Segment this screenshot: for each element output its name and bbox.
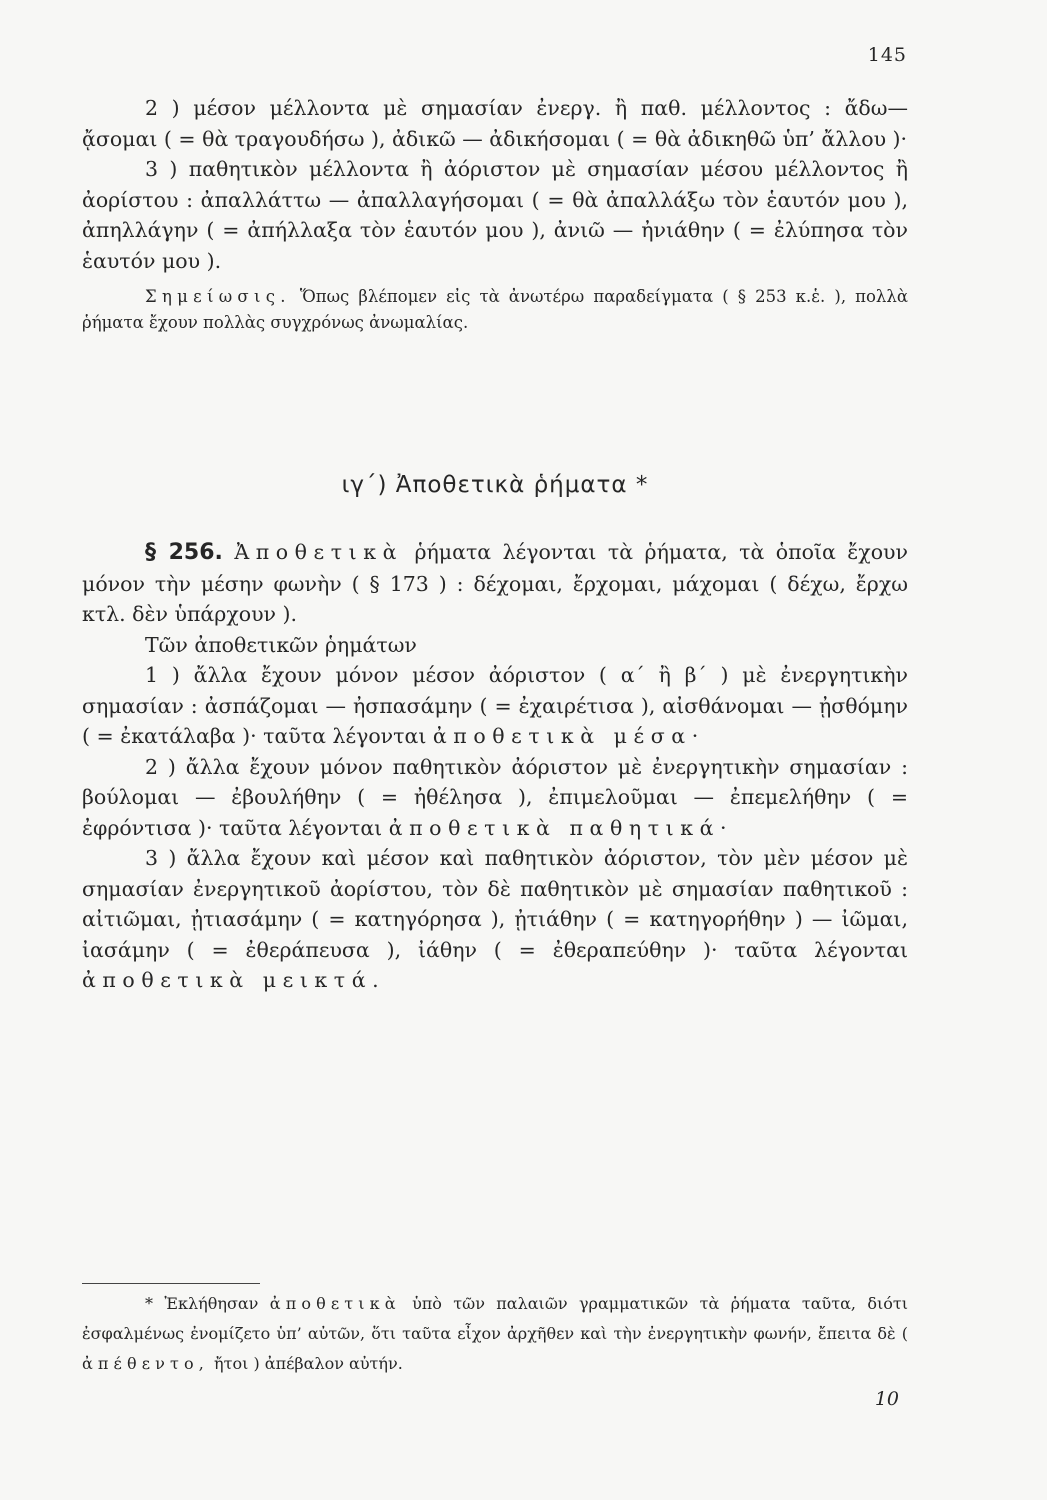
- note-label: Σημείωσις.: [145, 287, 291, 306]
- note-text: Ὅπως βλέπομεν εἰς τὰ ἀνωτέρω παραδείγματα ( § 253 κ.ἑ. ), πολλὰ ῥήματα ἔχουν πολλὰς συγχρόνως ἀνωμαλίας.: [82, 287, 908, 332]
- section-text: ῥήματα λέγονται τὰ ῥήματα, τὰ ὁποῖα ἔχουν μόνον τὴν μέσην φωνὴν ( § 173 ) : δέχομαι, ἔρχομαι, μάχομαι ( δέχω, ἔρχω κτλ. δὲν ὑπάρχουν ).: [82, 540, 908, 626]
- paragraph-future-middle: 2 ) μέσον μέλλοντα μὲ σημασίαν ἐνεργ. ἢ παθ. μέλλοντος : ἄδω— ᾄσομαι ( = θὰ τραγουδήσω ), ἀδικῶ — ἀδικήσομαι ( = θὰ ἀδικηθῶ ὑπ’ ἄλλου )·: [82, 96, 908, 151]
- item-1-term: ἀποθετικὰ μέσα·: [432, 724, 705, 748]
- item-3: [82, 843, 908, 996]
- section-256: [82, 537, 908, 630]
- footnote-end: ἤτοι ) ἀπέβαλον αὐτήν.: [214, 1354, 403, 1373]
- footnote-term-2: ἀπέθεντο,: [82, 1354, 209, 1373]
- item-3-text: 3 ) ἄλλα ἔχουν καὶ μέσον καὶ παθητικὸν ἀόριστον, τὸν μὲν μέσον μὲ σημασίαν ἐνεργητικοῦ ἀορίστου, τὸν δὲ παθητικὸν μὲ σημασίαν παθητικοῦ : αἰτιῶμαι, ᾐτιασάμην ( = κατηγόρησα ), ᾐτιάθην ( = κατηγορήθην ) — ἰῶμαι, ἰασάμην ( = ἐθεράπευσα ), ἰάθην ( = ἐθεραπεύθην )· ταῦτα λέγονται: [82, 846, 908, 962]
- footnote-lead: * Ἐκλήθησαν: [145, 1294, 259, 1313]
- item-1: [82, 660, 908, 752]
- item-2-text: 2 ) ἄλλα ἔχουν μόνον παθητικὸν ἀόριστον μὲ ἐνεργητικὴν σημασίαν : βούλομαι — ἐβουλήθην ( = ἠθέλησα ), ἐπιμελοῦμαι — ἐπεμελήθην ( = ἐφρόντισα )· ταῦτα λέγονται: [82, 754, 908, 840]
- item-1-text: 1 ) ἄλλα ἔχουν μόνον μέσον ἀόριστον ( α΄ ἢ β΄ ) μὲ ἐνεργητικὴν σημασίαν : ἀσπάζομαι — ἠσπασάμην ( = ἐχαιρέτισα ), αἰσθάνομαι — ᾐσθόμην ( = ἐκατάλαβα )· ταῦτα λέγονται: [82, 663, 908, 748]
- section-term: Ἀποθετικὰ: [234, 540, 403, 564]
- footnote-middle: ὑπὸ τῶν παλαιῶν γραμματικῶν τὰ ῥήματα ταῦτα, διότι ἐσφαλμένως ἐνομίζετο ὑπ’ αὐτῶν, ὅτι ταῦτα εἶχον ἀρχῆθεν καὶ τὴν ἐνεργητικὴν φωνήν, ἔπειτα δὲ (: [82, 1294, 909, 1343]
- item-2: [82, 752, 908, 844]
- signature-mark: 10: [874, 1388, 899, 1410]
- intro-line: Τῶν ἀποθετικῶν ῥημάτων: [145, 632, 417, 657]
- upper-text-block: [82, 93, 908, 336]
- item-3-term: ἀποθετικὰ μεικτά.: [82, 968, 386, 992]
- footnote-term-1: ἀποθετικὰ: [269, 1294, 401, 1313]
- note-paragraph: [82, 284, 908, 336]
- footnote: [82, 1289, 908, 1379]
- item-2-term: ἀποθετικὰ παθητικά·: [388, 815, 734, 840]
- section-heading: ιγ΄) Ἀποθετικὰ ῥήματα *: [341, 472, 649, 498]
- lower-text-block: [82, 537, 908, 996]
- page-number: 145: [867, 44, 907, 66]
- paragraph-passive-future: 3 ) παθητικὸν μέλλοντα ἢ ἀόριστον μὲ σημασίαν μέσου μέλλοντος ἢ ἀορίστου : ἀπαλλάττω — ἀπαλλαγήσομαι ( = θὰ ἀπαλλάξω τὸν ἑαυτόν μου ), ἀπηλλάγην ( = ἀπήλλαξα τὸν ἑαυτόν μου ), ἀνιῶ — ἠνιάθην ( = ἐλύπησα τὸν ἑαυτόν μου ).: [82, 157, 908, 273]
- footnote-rule: [82, 1283, 260, 1284]
- section-number: § 256.: [145, 540, 223, 565]
